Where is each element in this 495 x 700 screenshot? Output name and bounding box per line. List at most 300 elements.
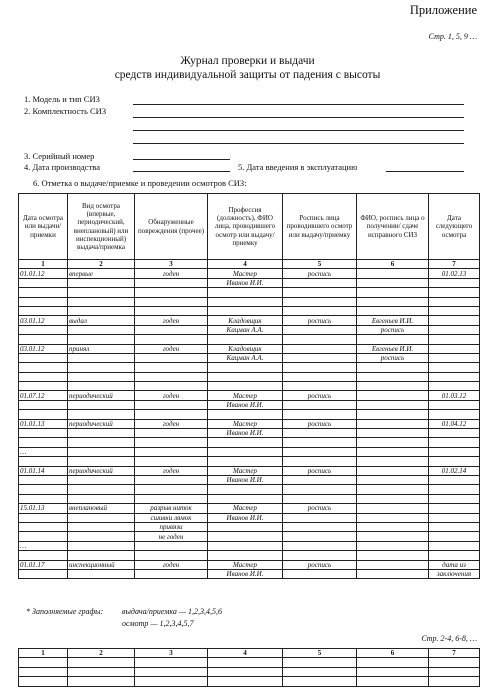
column-number: 2 — [68, 649, 135, 658]
table-row — [19, 667, 480, 676]
table-cell[interactable] — [283, 353, 357, 362]
table-cell[interactable] — [68, 475, 135, 484]
table-cell[interactable] — [357, 419, 429, 428]
table-cell[interactable] — [135, 353, 208, 362]
table-cell[interactable] — [135, 677, 208, 686]
table-cell[interactable] — [429, 551, 480, 560]
table-cell[interactable] — [19, 658, 68, 667]
table-cell[interactable]: Иванов И.И. — [208, 429, 283, 438]
table-row — [19, 429, 480, 438]
table-cell[interactable]: роспись — [283, 391, 357, 400]
table-cell[interactable] — [429, 658, 480, 667]
title-line-1: Журнал проверки и выдачи — [180, 55, 315, 67]
table-row — [19, 288, 480, 297]
table-cell[interactable] — [429, 541, 480, 550]
table-cell[interactable]: роспись — [283, 560, 357, 569]
table-cell[interactable]: годен — [135, 269, 208, 278]
table-cell[interactable]: разрыв ниток — [135, 504, 208, 513]
table-cell[interactable] — [135, 335, 208, 344]
table-cell[interactable] — [283, 667, 357, 676]
table-cell[interactable]: годен — [135, 391, 208, 400]
table-cell[interactable] — [357, 278, 429, 287]
table-cell[interactable] — [135, 325, 208, 334]
table-row — [19, 391, 480, 400]
table-cell[interactable] — [208, 447, 283, 456]
table-cell[interactable]: роспись — [283, 504, 357, 513]
table-cell[interactable] — [208, 363, 283, 372]
table-cell[interactable] — [68, 658, 135, 667]
table-cell[interactable]: роспись — [283, 466, 357, 475]
table-cell[interactable]: годен — [135, 419, 208, 428]
table-cell[interactable] — [357, 677, 429, 686]
table-cell[interactable]: выдал — [68, 316, 135, 325]
table-cell[interactable] — [357, 410, 429, 419]
column-number: 6 — [357, 260, 429, 269]
section-6-label: 6. Отметка о выдаче/приемке и проведении осмотров СИЗ: — [33, 178, 247, 188]
table-cell[interactable] — [19, 297, 68, 306]
table-cell[interactable] — [429, 316, 480, 325]
table-cell[interactable] — [68, 667, 135, 676]
table-cell[interactable] — [357, 306, 429, 315]
table-cell[interactable] — [283, 382, 357, 391]
table-cell[interactable]: Кацман А.А. — [208, 325, 283, 334]
table-cell[interactable] — [429, 344, 480, 353]
table-cell[interactable]: роспись — [283, 316, 357, 325]
table-cell[interactable] — [283, 541, 357, 550]
table-cell[interactable] — [68, 551, 135, 560]
table-cell[interactable] — [283, 297, 357, 306]
table-cell[interactable] — [19, 278, 68, 287]
field-completeness-line-3[interactable] — [133, 143, 464, 144]
table-cell[interactable] — [19, 475, 68, 484]
table-cell[interactable] — [68, 522, 135, 531]
page-numbers-bottom: Стр. 2-4, 6-8, … — [421, 634, 477, 643]
table-cell[interactable] — [283, 677, 357, 686]
table-row — [19, 494, 480, 503]
table-cell[interactable] — [19, 438, 68, 447]
table-cell[interactable] — [283, 475, 357, 484]
table-cell[interactable] — [135, 658, 208, 667]
table-cell[interactable] — [357, 363, 429, 372]
bottom-column-number-row — [19, 649, 480, 658]
table-cell[interactable]: Мастер — [208, 466, 283, 475]
table-cell[interactable] — [68, 485, 135, 494]
table-cell[interactable] — [357, 522, 429, 531]
column-number: 4 — [208, 260, 283, 269]
table-cell[interactable] — [357, 475, 429, 484]
table-cell[interactable] — [283, 658, 357, 667]
table-cell[interactable] — [283, 325, 357, 334]
column-number: 1 — [19, 649, 68, 658]
table-cell[interactable] — [429, 457, 480, 466]
table-cell[interactable]: 01.01.13 — [19, 419, 68, 428]
field-commissioning-date-label: 5. Дата введения в эксплуатацию — [238, 162, 358, 172]
title-line-2: средств индивидуальной защиты от падения с высоты — [114, 69, 381, 81]
table-cell[interactable] — [357, 485, 429, 494]
table-cell[interactable] — [283, 569, 357, 578]
table-cell[interactable]: периодический — [68, 391, 135, 400]
table-cell[interactable] — [208, 494, 283, 503]
table-cell[interactable] — [19, 494, 68, 503]
table-cell[interactable]: … — [19, 447, 68, 456]
table-row — [19, 475, 480, 484]
table-cell[interactable]: роспись — [357, 353, 429, 362]
column-number: 2 — [68, 260, 135, 269]
table-cell[interactable]: Иванов И.И. — [208, 400, 283, 409]
table-cell[interactable] — [357, 288, 429, 297]
table-cell[interactable] — [283, 513, 357, 522]
table-cell[interactable] — [357, 494, 429, 503]
table-cell[interactable] — [135, 297, 208, 306]
table-cell[interactable] — [208, 532, 283, 541]
table-cell[interactable] — [68, 353, 135, 362]
table-cell[interactable] — [357, 532, 429, 541]
table-cell[interactable] — [283, 532, 357, 541]
table-cell[interactable]: внеплановый — [68, 504, 135, 513]
table-cell[interactable] — [68, 335, 135, 344]
table-cell[interactable] — [19, 569, 68, 578]
table-row — [19, 560, 480, 569]
table-cell[interactable] — [283, 438, 357, 447]
table-cell[interactable] — [68, 325, 135, 334]
table-cell[interactable]: Кладовщик — [208, 344, 283, 353]
table-cell[interactable] — [283, 522, 357, 531]
table-cell[interactable]: инспекционный — [68, 560, 135, 569]
table-cell[interactable] — [429, 485, 480, 494]
table-cell[interactable] — [357, 504, 429, 513]
table-cell[interactable] — [429, 288, 480, 297]
table-cell[interactable] — [68, 457, 135, 466]
table-cell[interactable] — [357, 560, 429, 569]
table-cell[interactable] — [283, 306, 357, 315]
table-cell[interactable]: Мастер — [208, 504, 283, 513]
header-next-inspection: Дата следующего осмотра — [429, 194, 480, 260]
table-row — [19, 344, 480, 353]
table-cell[interactable] — [429, 438, 480, 447]
table-cell[interactable] — [19, 667, 68, 676]
table-cell[interactable] — [208, 306, 283, 315]
table-cell[interactable] — [283, 429, 357, 438]
table-cell[interactable] — [19, 457, 68, 466]
table-cell[interactable] — [19, 522, 68, 531]
column-number: 7 — [429, 649, 480, 658]
table-row — [19, 658, 480, 667]
table-cell[interactable] — [208, 677, 283, 686]
table-cell[interactable] — [68, 400, 135, 409]
field-production-date-line[interactable] — [133, 171, 230, 172]
table-cell[interactable] — [429, 667, 480, 676]
field-commissioning-date-line[interactable] — [386, 171, 464, 172]
table-cell[interactable]: годен — [135, 560, 208, 569]
table-cell[interactable] — [68, 494, 135, 503]
column-number: 7 — [429, 260, 480, 269]
table-cell[interactable] — [429, 353, 480, 362]
table-cell[interactable]: 01.01.17 — [19, 560, 68, 569]
table-cell[interactable] — [283, 447, 357, 456]
table-cell[interactable] — [68, 382, 135, 391]
table-cell[interactable]: не годен — [135, 532, 208, 541]
table-cell[interactable] — [135, 551, 208, 560]
table-cell[interactable] — [19, 288, 68, 297]
table-cell[interactable]: роспись — [283, 419, 357, 428]
table-cell[interactable] — [208, 335, 283, 344]
table-cell[interactable]: сшивки лямок — [135, 513, 208, 522]
table-cell[interactable]: принял — [68, 344, 135, 353]
table-cell[interactable] — [68, 541, 135, 550]
field-serial-line[interactable] — [133, 159, 230, 160]
table-cell[interactable] — [135, 306, 208, 315]
table-cell[interactable]: дата из — [429, 560, 480, 569]
table-cell[interactable]: привязи — [135, 522, 208, 531]
table-cell[interactable] — [429, 447, 480, 456]
table-cell[interactable]: Мастер — [208, 419, 283, 428]
table-cell[interactable] — [19, 551, 68, 560]
table-cell[interactable] — [357, 551, 429, 560]
table-cell[interactable] — [68, 438, 135, 447]
table-cell[interactable] — [208, 658, 283, 667]
table-cell[interactable] — [208, 457, 283, 466]
table-row — [19, 532, 480, 541]
table-cell[interactable] — [68, 513, 135, 522]
table-cell[interactable] — [208, 288, 283, 297]
table-cell[interactable] — [429, 363, 480, 372]
table-cell[interactable]: роспись — [283, 269, 357, 278]
table-cell[interactable] — [429, 513, 480, 522]
table-cell[interactable] — [357, 269, 429, 278]
table-cell[interactable]: роспись — [357, 325, 429, 334]
table-cell[interactable]: 15.01.13 — [19, 504, 68, 513]
table-cell[interactable]: Мастер — [208, 560, 283, 569]
table-cell[interactable] — [19, 363, 68, 372]
field-completeness-line-2[interactable] — [133, 130, 464, 131]
table-cell[interactable] — [357, 541, 429, 550]
table-cell[interactable] — [208, 541, 283, 550]
table-cell[interactable] — [283, 344, 357, 353]
table-cell[interactable]: заключения — [429, 569, 480, 578]
table-cell[interactable] — [283, 494, 357, 503]
table-cell[interactable] — [283, 457, 357, 466]
table-cell[interactable] — [135, 485, 208, 494]
table-cell[interactable] — [429, 335, 480, 344]
table-cell[interactable] — [19, 400, 68, 409]
table-cell[interactable] — [135, 372, 208, 381]
table-cell[interactable]: 01.07.12 — [19, 391, 68, 400]
table-cell[interactable] — [19, 382, 68, 391]
table-cell[interactable] — [68, 410, 135, 419]
field-model-line[interactable] — [133, 104, 464, 105]
table-cell[interactable]: 01.01.14 — [19, 466, 68, 475]
header-damages: Обнаруженные повреждения (прочее) — [135, 194, 208, 260]
table-cell[interactable]: Кацман А.А. — [208, 353, 283, 362]
table-cell[interactable]: периодический — [68, 419, 135, 428]
table-cell[interactable] — [68, 372, 135, 381]
table-cell[interactable] — [357, 297, 429, 306]
table-cell[interactable] — [68, 677, 135, 686]
table-cell[interactable] — [68, 363, 135, 372]
field-completeness-line-1[interactable] — [133, 117, 464, 118]
table-cell[interactable] — [135, 494, 208, 503]
table-row — [19, 485, 480, 494]
table-cell[interactable] — [283, 410, 357, 419]
table-cell[interactable] — [68, 532, 135, 541]
table-cell[interactable] — [357, 391, 429, 400]
table-cell[interactable] — [19, 306, 68, 315]
table-row — [19, 297, 480, 306]
table-cell[interactable] — [208, 297, 283, 306]
table-cell[interactable] — [68, 297, 135, 306]
table-cell[interactable] — [429, 410, 480, 419]
table-cell[interactable] — [68, 569, 135, 578]
table-cell[interactable] — [357, 438, 429, 447]
table-row — [19, 363, 480, 372]
table-cell[interactable]: Иванов И.И. — [208, 475, 283, 484]
header-date: Дата осмотра или выдачи/ приемки — [19, 194, 68, 260]
table-cell[interactable] — [357, 429, 429, 438]
table-cell[interactable] — [208, 485, 283, 494]
table-cell[interactable] — [208, 551, 283, 560]
table-cell[interactable]: Иванов И.И. — [208, 278, 283, 287]
table-cell[interactable] — [283, 400, 357, 409]
table-cell[interactable] — [429, 677, 480, 686]
table-cell[interactable] — [429, 278, 480, 287]
table-row — [19, 419, 480, 428]
table-cell[interactable] — [357, 400, 429, 409]
table-cell[interactable]: Евгеньев И.И. — [357, 344, 429, 353]
table-cell[interactable] — [135, 541, 208, 550]
table-cell[interactable]: впервые — [68, 269, 135, 278]
table-cell[interactable] — [357, 457, 429, 466]
table-row — [19, 466, 480, 475]
table-cell[interactable]: Мастер — [208, 391, 283, 400]
table-cell[interactable] — [429, 382, 480, 391]
journal-table-continued — [18, 648, 480, 687]
table-cell[interactable] — [283, 485, 357, 494]
table-cell[interactable] — [357, 667, 429, 676]
table-cell[interactable] — [429, 400, 480, 409]
table-cell[interactable]: 01.03.12 — [429, 391, 480, 400]
table-cell[interactable] — [283, 363, 357, 372]
table-cell[interactable]: 03.01.12 — [19, 316, 68, 325]
table-cell[interactable] — [429, 297, 480, 306]
table-row — [19, 410, 480, 419]
table-cell[interactable]: Иванов И.И. — [208, 513, 283, 522]
table-cell[interactable] — [135, 363, 208, 372]
table-cell[interactable] — [429, 532, 480, 541]
table-cell[interactable] — [19, 335, 68, 344]
table-cell[interactable] — [135, 447, 208, 456]
table-cell[interactable] — [135, 667, 208, 676]
table-cell[interactable] — [135, 475, 208, 484]
page-numbers-top: Стр. 1, 5, 9 … — [428, 32, 477, 41]
table-cell[interactable] — [283, 372, 357, 381]
table-cell[interactable]: годен — [135, 344, 208, 353]
table-cell[interactable] — [208, 382, 283, 391]
table-cell[interactable]: Кладовщик — [208, 316, 283, 325]
table-cell[interactable] — [68, 288, 135, 297]
table-cell[interactable]: 01.02.13 — [429, 269, 480, 278]
table-cell[interactable] — [68, 429, 135, 438]
table-cell[interactable]: 03.01.12 — [19, 344, 68, 353]
table-row — [19, 569, 480, 578]
table-cell[interactable] — [135, 429, 208, 438]
table-cell[interactable] — [357, 513, 429, 522]
table-cell[interactable] — [357, 335, 429, 344]
table-cell[interactable] — [357, 372, 429, 381]
table-cell[interactable] — [429, 372, 480, 381]
table-cell[interactable] — [429, 429, 480, 438]
table-cell[interactable] — [208, 438, 283, 447]
table-cell[interactable] — [357, 466, 429, 475]
table-cell[interactable] — [208, 667, 283, 676]
table-cell[interactable] — [208, 522, 283, 531]
table-cell[interactable]: 01.02.14 — [429, 466, 480, 475]
table-cell[interactable] — [429, 522, 480, 531]
table-cell[interactable] — [135, 457, 208, 466]
table-row — [19, 400, 480, 409]
table-cell[interactable] — [135, 438, 208, 447]
table-cell[interactable]: Мастер — [208, 269, 283, 278]
table-cell[interactable] — [19, 353, 68, 362]
table-cell[interactable] — [357, 447, 429, 456]
table-cell[interactable] — [135, 382, 208, 391]
table-cell[interactable]: годен — [135, 466, 208, 475]
table-cell[interactable] — [283, 335, 357, 344]
table-cell[interactable] — [135, 569, 208, 578]
table-cell[interactable] — [283, 551, 357, 560]
table-cell[interactable]: Евгеньев И.И. — [357, 316, 429, 325]
column-number: 4 — [208, 649, 283, 658]
table-cell[interactable] — [19, 677, 68, 686]
table-cell[interactable] — [19, 325, 68, 334]
table-cell[interactable]: 01.01.12 — [19, 269, 68, 278]
table-cell[interactable] — [135, 278, 208, 287]
table-cell[interactable] — [429, 475, 480, 484]
table-cell[interactable]: периодический — [68, 466, 135, 475]
table-cell[interactable] — [208, 372, 283, 381]
table-cell[interactable] — [19, 513, 68, 522]
table-cell[interactable] — [283, 288, 357, 297]
table-cell[interactable] — [429, 504, 480, 513]
table-cell[interactable] — [68, 447, 135, 456]
table-cell[interactable] — [357, 569, 429, 578]
table-cell[interactable] — [68, 278, 135, 287]
table-cell[interactable] — [357, 658, 429, 667]
table-cell[interactable] — [19, 410, 68, 419]
table-cell[interactable] — [283, 278, 357, 287]
column-number: 3 — [135, 649, 208, 658]
table-cell[interactable] — [19, 532, 68, 541]
table-cell[interactable] — [19, 485, 68, 494]
table-cell[interactable] — [429, 306, 480, 315]
table-cell[interactable] — [135, 400, 208, 409]
table-cell[interactable]: годен — [135, 316, 208, 325]
table-row — [19, 551, 480, 560]
table-cell[interactable] — [429, 325, 480, 334]
table-cell[interactable] — [357, 382, 429, 391]
table-cell[interactable] — [19, 429, 68, 438]
table-cell[interactable] — [429, 494, 480, 503]
table-cell[interactable] — [135, 288, 208, 297]
table-cell[interactable]: 01.04.12 — [429, 419, 480, 428]
table-cell[interactable] — [68, 306, 135, 315]
table-cell[interactable] — [208, 410, 283, 419]
table-cell[interactable] — [19, 372, 68, 381]
table-cell[interactable]: … — [19, 541, 68, 550]
column-number: 6 — [357, 649, 429, 658]
column-number: 3 — [135, 260, 208, 269]
table-cell[interactable]: Иванов И.И. — [208, 569, 283, 578]
table-cell[interactable] — [135, 410, 208, 419]
